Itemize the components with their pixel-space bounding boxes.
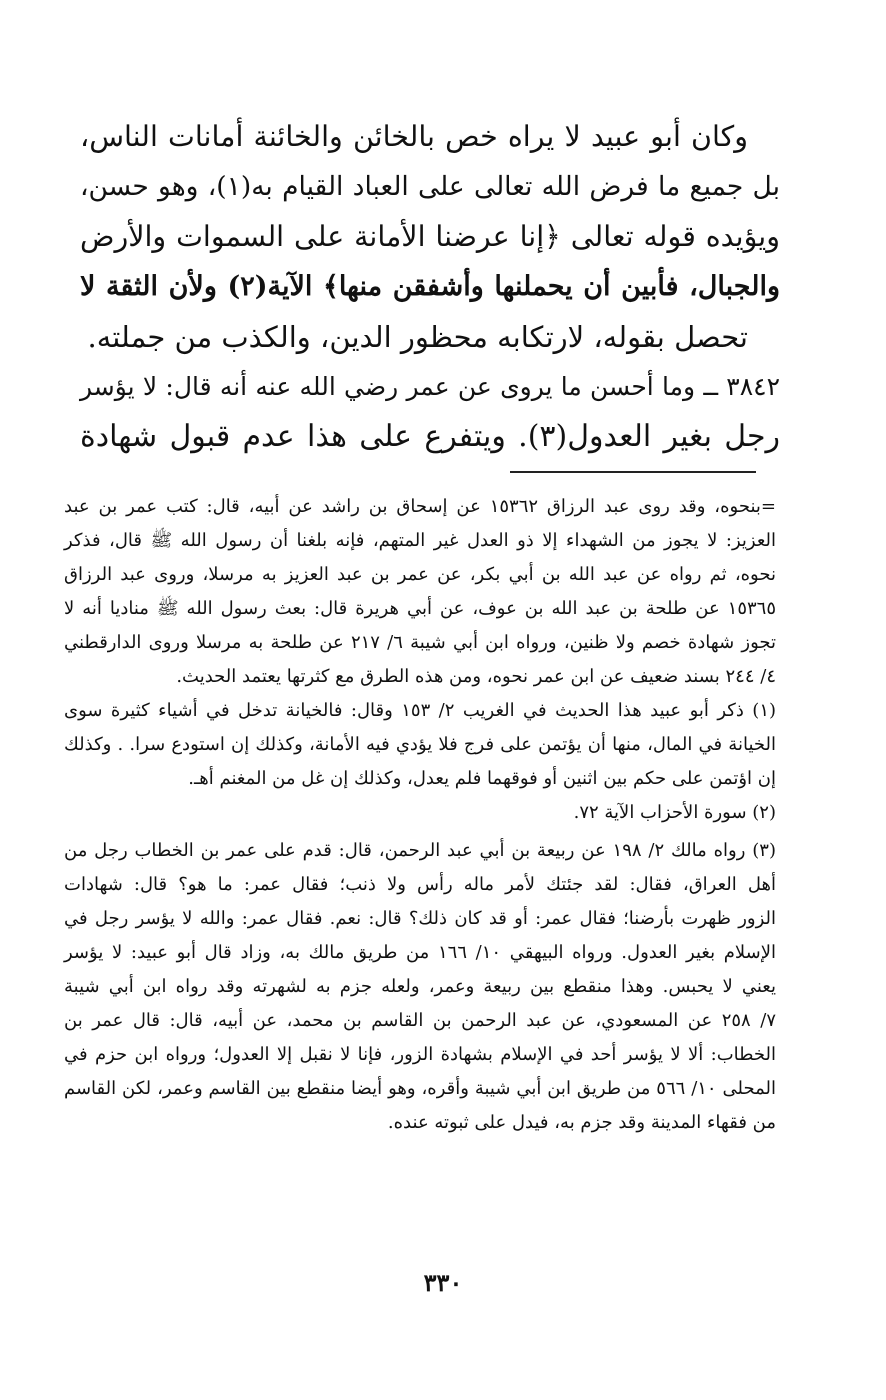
footnote-3-line: أهل العراق، فقال: لقد جئتك لأمر ماله رأس ولا ذنب؛ فقال عمر: ما هو؟ قال: شهادات xyxy=(64,874,776,895)
footnote-3-line: المحلى ١٠/ ٥٦٦ من طريق ابن أبي شيبة وأقره، وهو أيضا منقطع بين القاسم وعمر، لكن القاسم xyxy=(64,1078,776,1099)
footnote-1-line: إن اؤتمن على حكم بين اثنين أو فوقهما فلم يعدل، وكذلك إن غل من المغنم أهـ. xyxy=(188,768,776,789)
footnote-separator xyxy=(510,471,756,473)
footnote-continuation-line: ١٥٣٦٥ عن طلحة بن عبد الله بن عوف، عن أبي هريرة قال: بعث رسول الله ﷺ مناديا أنه لا xyxy=(64,598,776,619)
footnote-3-line: من فقهاء المدينة وقد جزم به، فيدل على ثبوته عنده. xyxy=(387,1112,776,1133)
body-line: وكان أبو عبيد لا يراه خص بالخائن والخائنة أمانات الناس، xyxy=(80,120,748,153)
body-line: والجبال، فأبين أن يحملنها وأشفقن منها﴾ الآية(٢) ولأن الثقة لا xyxy=(80,271,780,302)
footnote-3-line: ٧/ ٢٥٨ عن المسعودي، عن عبد الرحمن بن القاسم بن محمد، عن أبيه، قال: قال عمر بن xyxy=(64,1010,776,1031)
footnote-continuation-line: تجوز شهادة خصم ولا ظنين، ورواه ابن أبي شيبة ٦/ ٢١٧ عن طلحة به مرسلا وروى الدارقطني xyxy=(64,632,776,653)
footnote-3-line: يعني لا يحبس. وهذا منقطع بين ربيعة وعمر، ولعله جزم به لشهرته وقد رواه ابن أبي شيبة xyxy=(64,976,776,997)
footnotes xyxy=(64,490,776,1140)
body-line: ويؤيده قوله تعالى ﴿إنا عرضنا الأمانة على السموات والأرض xyxy=(80,220,780,253)
footnote-2-line: (٢) سورة الأحزاب الآية ٧٢. xyxy=(573,802,776,823)
footnote-3-line: الزور ظهرت بأرضنا؛ فقال عمر: أو قد كان ذلك؟ قال: نعم. فقال عمر: والله لا يؤسر رجل في xyxy=(64,908,776,929)
body-line-entry-3842: ٣٨٤٢ ــ وما أحسن ما يروى عن عمر رضي الله عنه أنه قال: لا يؤسر xyxy=(80,372,780,401)
footnote-3-line: الإسلام بغير العدول. ورواه البيهقي ١٠/ ١٦٦ من طريق مالك به، وزاد قال أبو عبيد: لا يؤسر xyxy=(64,942,776,963)
footnote-3-line: الخطاب: ألا لا يؤسر أحد في الإسلام بشهادة الزور، فإنا لا نقبل إلا العدول؛ ورواه ابن حزم في xyxy=(64,1044,776,1065)
footnote-1-line: (١) ذكر أبو عبيد هذا الحديث في الغريب ٢/ ١٥٣ وقال: فالخيانة تدخل في أشياء كثيرة سوى xyxy=(64,700,777,721)
footnote-continuation-line: نحوه، ثم رواه عن عبد الله بن أبي بكر، عن عمر بن عبد العزيز به مرسلا، وروى عبد الرزاق xyxy=(64,564,776,585)
footnote-continuation-line: العزيز: لا يجوز من الشهداء إلا ذو العدل غير المتهم، فإنه بلغنا أن رسول الله ﷺ قال، فذكر xyxy=(64,530,776,551)
page-number: ٣٣٠ xyxy=(423,1268,463,1297)
footnote-1-line: الخيانة في المال، منها أن يؤتمن على فرج فلا يؤدي فيه الأمانة، وكذلك إن استودع سرا. . وكذلك xyxy=(64,734,776,755)
body-line: بل جميع ما فرض الله تعالى على العباد القيام به(١)، وهو حسن، xyxy=(80,171,780,202)
footnote-continuation-line: =بنحوه، وقد روى عبد الرزاق ١٥٣٦٢ عن إسحاق بن راشد عن أبيه، قال: كتب عمر بن عبد xyxy=(64,496,776,517)
body-line: رجل بغير العدول(٣). ويتفرع على هذا عدم قبول شهادة xyxy=(80,419,780,454)
footnote-continuation-line: ٤/ ٢٤٤ بسند ضعيف عن ابن عمر نحوه، ومن هذه الطرق مع كثرتها يعتمد الحديث. xyxy=(176,666,776,687)
body-line: تحصل بقوله، لارتكابه محظور الدين، والكذب من جملته. xyxy=(87,320,748,354)
main-text xyxy=(80,112,780,462)
footnote-3-line: (٣) رواه مالك ٢/ ١٩٨ عن ربيعة بن أبي عبد الرحمن، قال: قدم على عمر بن الخطاب رجل من xyxy=(64,840,776,861)
